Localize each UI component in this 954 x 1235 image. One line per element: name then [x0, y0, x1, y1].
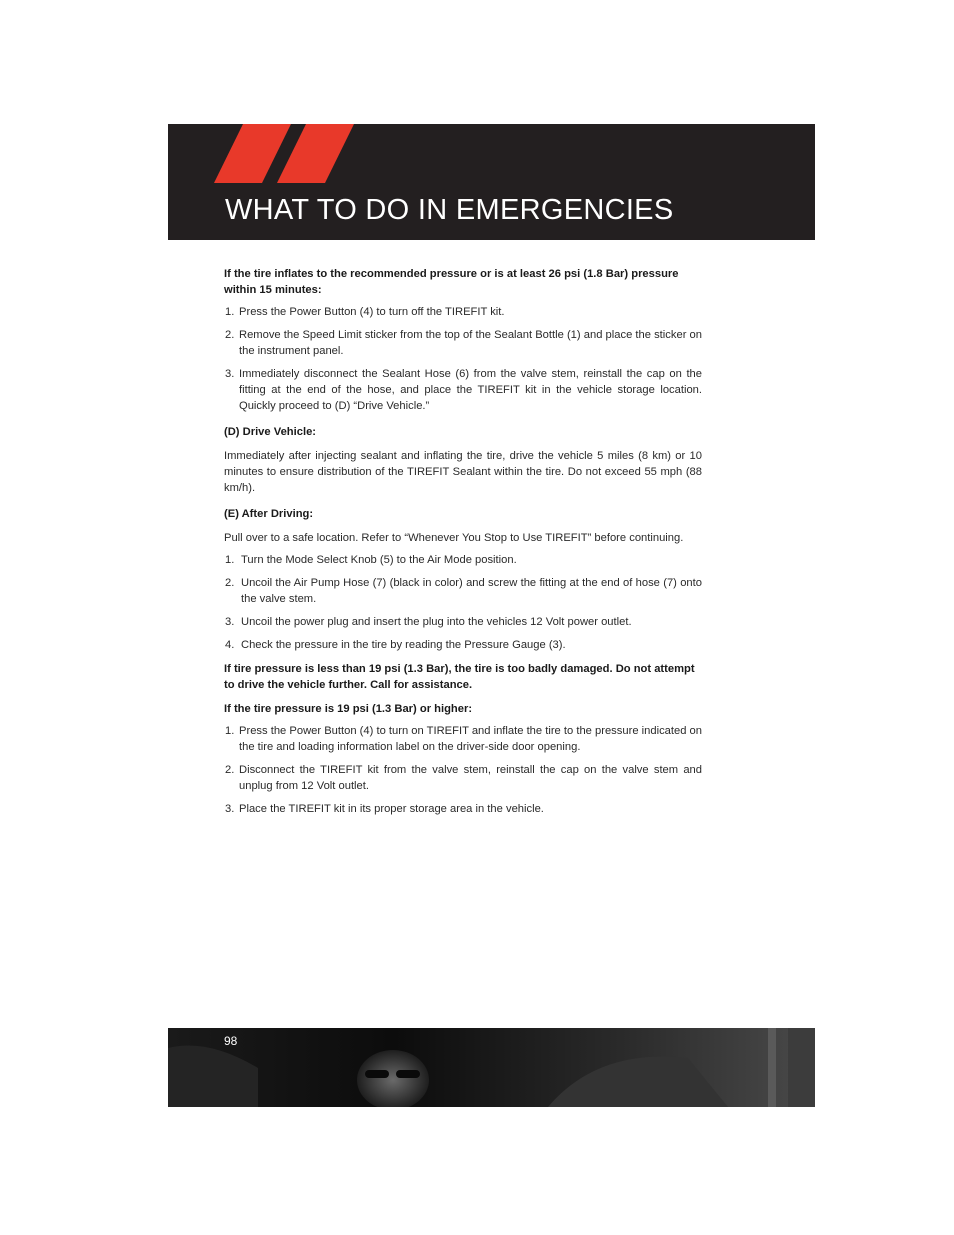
list-item	[224, 552, 702, 568]
higher-pressure-heading: If the tire pressure is 19 psi (1.3 Bar) or higher:	[224, 703, 473, 715]
list-item-number: 1.	[225, 725, 235, 737]
list-item-text: Uncoil the Air Pump Hose (7) (black in color) and screw the fitting at the end of hose (7) onto the valve stem.	[241, 577, 702, 605]
list-item-number: 4.	[225, 639, 235, 651]
list-item	[224, 327, 702, 359]
stripe-2	[277, 124, 354, 183]
page-title: WHAT TO DO IN EMERGENCIES	[225, 194, 674, 226]
drive-vehicle-text: Immediately after injecting sealant and inflating the tire, drive the vehicle 5 miles (8 km) or 10 minutes to ensure distribution of the TIREFIT Sealant within the tire. Do not exceed 55 mph (88 km/h).	[224, 450, 702, 494]
list-item	[224, 575, 702, 607]
after-driving-heading: (E) After Driving:	[224, 508, 314, 520]
footer-photo-image	[168, 1028, 815, 1107]
steps-list-1	[224, 304, 702, 414]
stripe-1	[214, 124, 291, 183]
list-item-number: 2.	[225, 329, 235, 341]
list-item-number: 2.	[225, 764, 235, 776]
list-item	[224, 762, 702, 794]
list-item-text: Disconnect the TIREFIT kit from the valve stem, reinstall the cap on the valve stem and unplug from 12 Volt outlet.	[239, 764, 702, 792]
list-item-text: Remove the Speed Limit sticker from the top of the Sealant Bottle (1) and place the sticker on the instrument panel.	[239, 329, 702, 357]
warning-text: If tire pressure is less than 19 psi (1.3 Bar), the tire is too badly damaged. Do not attempt to drive the vehicle further. Call for assistance.	[224, 663, 695, 691]
list-item-text: Place the TIREFIT kit in its proper storage area in the vehicle.	[239, 803, 544, 815]
brand-stripes-logo	[168, 124, 368, 194]
list-item-number: 1.	[225, 306, 235, 318]
list-item-number: 3.	[225, 803, 235, 815]
list-item-number: 3.	[225, 616, 235, 628]
list-item	[224, 801, 702, 817]
list-item-number: 1.	[225, 554, 235, 566]
list-item-text: Uncoil the power plug and insert the plug into the vehicles 12 Volt power outlet.	[241, 616, 632, 628]
list-item	[224, 614, 702, 630]
list-item-number: 3.	[225, 368, 235, 380]
list-item-text: Check the pressure in the tire by reading the Pressure Gauge (3).	[241, 639, 566, 651]
list-item-text: Turn the Mode Select Knob (5) to the Air Mode position.	[241, 554, 517, 566]
page-content	[224, 266, 702, 817]
list-item-text: Immediately disconnect the Sealant Hose (6) from the valve stem, reinstall the cap on the fitting at the end of the hose, and place the TIREFIT kit in the vehicle storage location. Quickly proceed to (D) “Drive Vehicle.”	[239, 368, 702, 412]
list-item	[224, 637, 702, 653]
section-header	[168, 124, 815, 240]
list-item	[224, 723, 702, 755]
list-item	[224, 366, 702, 414]
list-item	[224, 304, 702, 320]
after-driving-text: Pull over to a safe location. Refer to “Whenever You Stop to Use TIREFIT” before continuing.	[224, 532, 684, 544]
steps-list-2	[224, 552, 702, 653]
intro-heading: If the tire inflates to the recommended pressure or is at least 26 psi (1.8 Bar) pressure within 15 minutes:	[224, 268, 679, 296]
list-item-text: Press the Power Button (4) to turn on TIREFIT and inflate the tire to the pressure indicated on the tire and loading information label on the driver-side door opening.	[239, 725, 702, 753]
footer-band	[168, 1028, 815, 1107]
list-item-text: Press the Power Button (4) to turn off the TIREFIT kit.	[239, 306, 505, 318]
drive-vehicle-heading: (D) Drive Vehicle:	[224, 426, 317, 438]
page-number: 98	[224, 1034, 238, 1048]
steps-list-3	[224, 723, 702, 817]
list-item-number: 2.	[225, 577, 235, 589]
